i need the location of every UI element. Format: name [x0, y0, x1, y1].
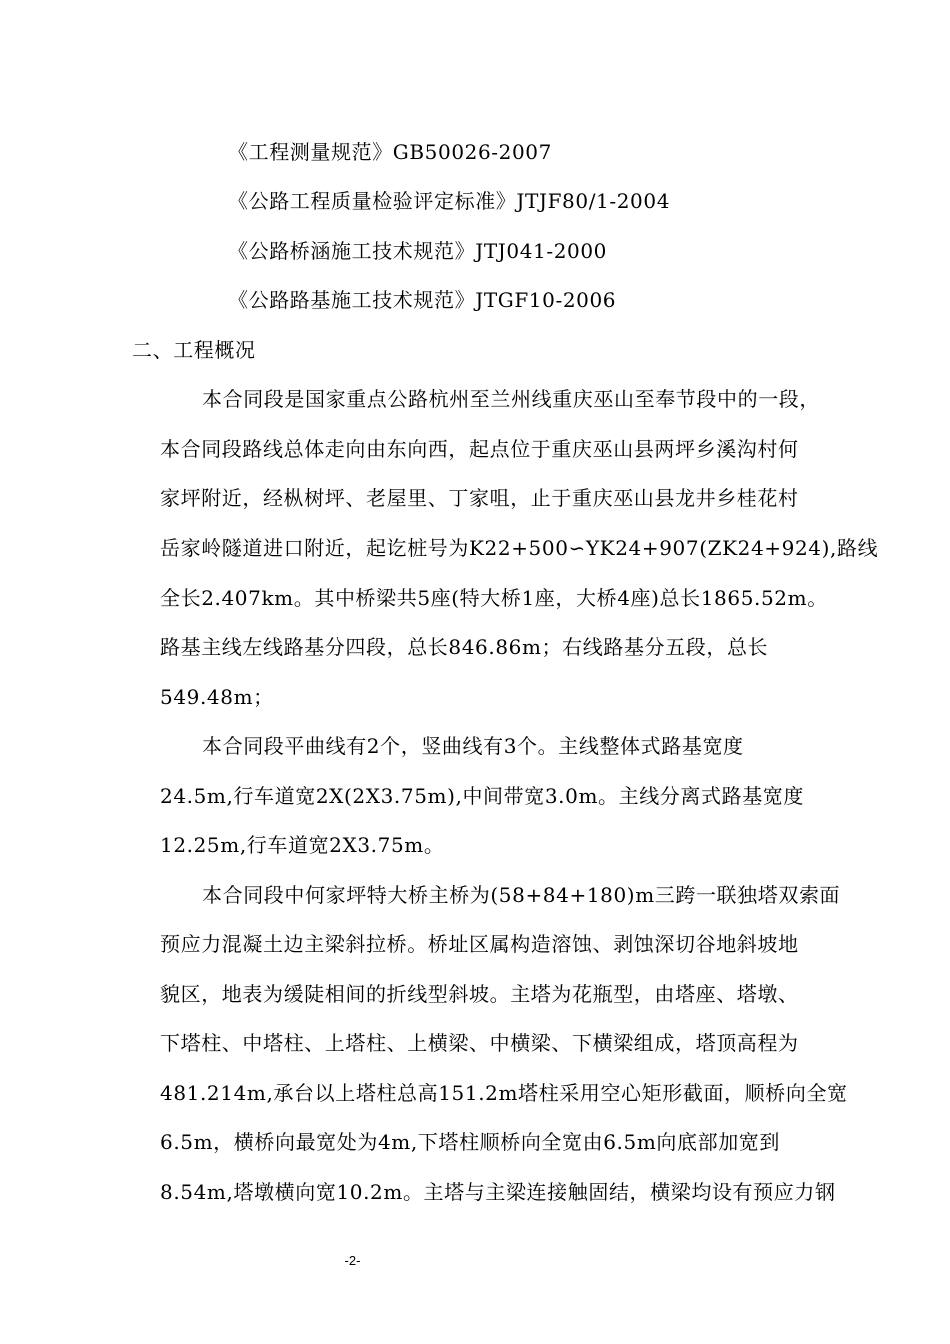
paragraph-line: 本合同段路线总体走向由东向西，起点位于重庆巫山县两坪乡溪沟村何 [160, 437, 799, 461]
paragraph-line: 路基主线左线路基分四段，总长846.86m；右线路基分五段，总长 [160, 635, 769, 659]
reference-line: 《公路桥涵施工技术规范》JTJ041-2000 [228, 239, 608, 263]
reference-line: 《公路路基施工技术规范》JTGF10-2006 [228, 288, 617, 312]
paragraph-line: 本合同段是国家重点公路杭州至兰州线重庆巫山至奉节段中的一段， [202, 387, 820, 411]
section-heading: 二、工程概况 [132, 338, 256, 362]
paragraph-line: 481.214m,承台以上塔柱总高151.2m塔柱采用空心矩形截面，顺桥向全宽 [160, 1081, 848, 1105]
paragraph-line: 貌区，地表为缓陡相间的折线型斜坡。主塔为花瓶型，由塔座、塔墩、 [160, 982, 799, 1006]
paragraph-line: 本合同段平曲线有2个，竖曲线有3个。主线整体式路基宽度 [202, 734, 744, 758]
paragraph-line: 6.5m，横桥向最宽处为4m,下塔柱顺桥向全宽由6.5m向底部加宽到 [160, 1130, 780, 1154]
paragraph-line: 家坪附近，经枞树坪、老屋里、丁家咀，止于重庆巫山县龙井乡桂花村 [160, 486, 799, 510]
paragraph-line: 岳家岭隧道进口附近，起讫桩号为K22+500∽YK24+907(ZK24+924),路线 [160, 536, 879, 560]
paragraph-line: 8.54m,塔墩横向宽10.2m。主塔与主梁连接触固结，横梁均设有预应力钢 [160, 1180, 836, 1204]
paragraph-line: 12.25m,行车道宽2X3.75m。 [160, 833, 445, 857]
paragraph-line: 本合同段中何家坪特大桥主桥为(58+84+180)m三跨一联独塔双索面 [202, 883, 841, 907]
reference-line: 《工程测量规范》GB50026-2007 [228, 140, 552, 164]
page-number: -2- [344, 1253, 361, 1268]
paragraph-line: 预应力混凝土边主梁斜拉桥。桥址区属构造溶蚀、剥蚀深切谷地斜坡地 [160, 932, 799, 956]
paragraph-line: 549.48m； [160, 685, 274, 709]
reference-line: 《公路工程质量检验评定标准》JTJF80/1-2004 [228, 189, 671, 213]
paragraph-line: 下塔柱、中塔柱、上塔柱、上横梁、中横梁、下横梁组成，塔顶高程为 [160, 1031, 799, 1055]
paragraph-line: 全长2.407km。其中桥梁共5座(特大桥1座，大桥4座)总长1865.52m。 [160, 586, 828, 610]
paragraph-line: 24.5m,行车道宽2X(2X3.75m),中间带宽3.0m。主线分离式路基宽度 [160, 784, 805, 808]
